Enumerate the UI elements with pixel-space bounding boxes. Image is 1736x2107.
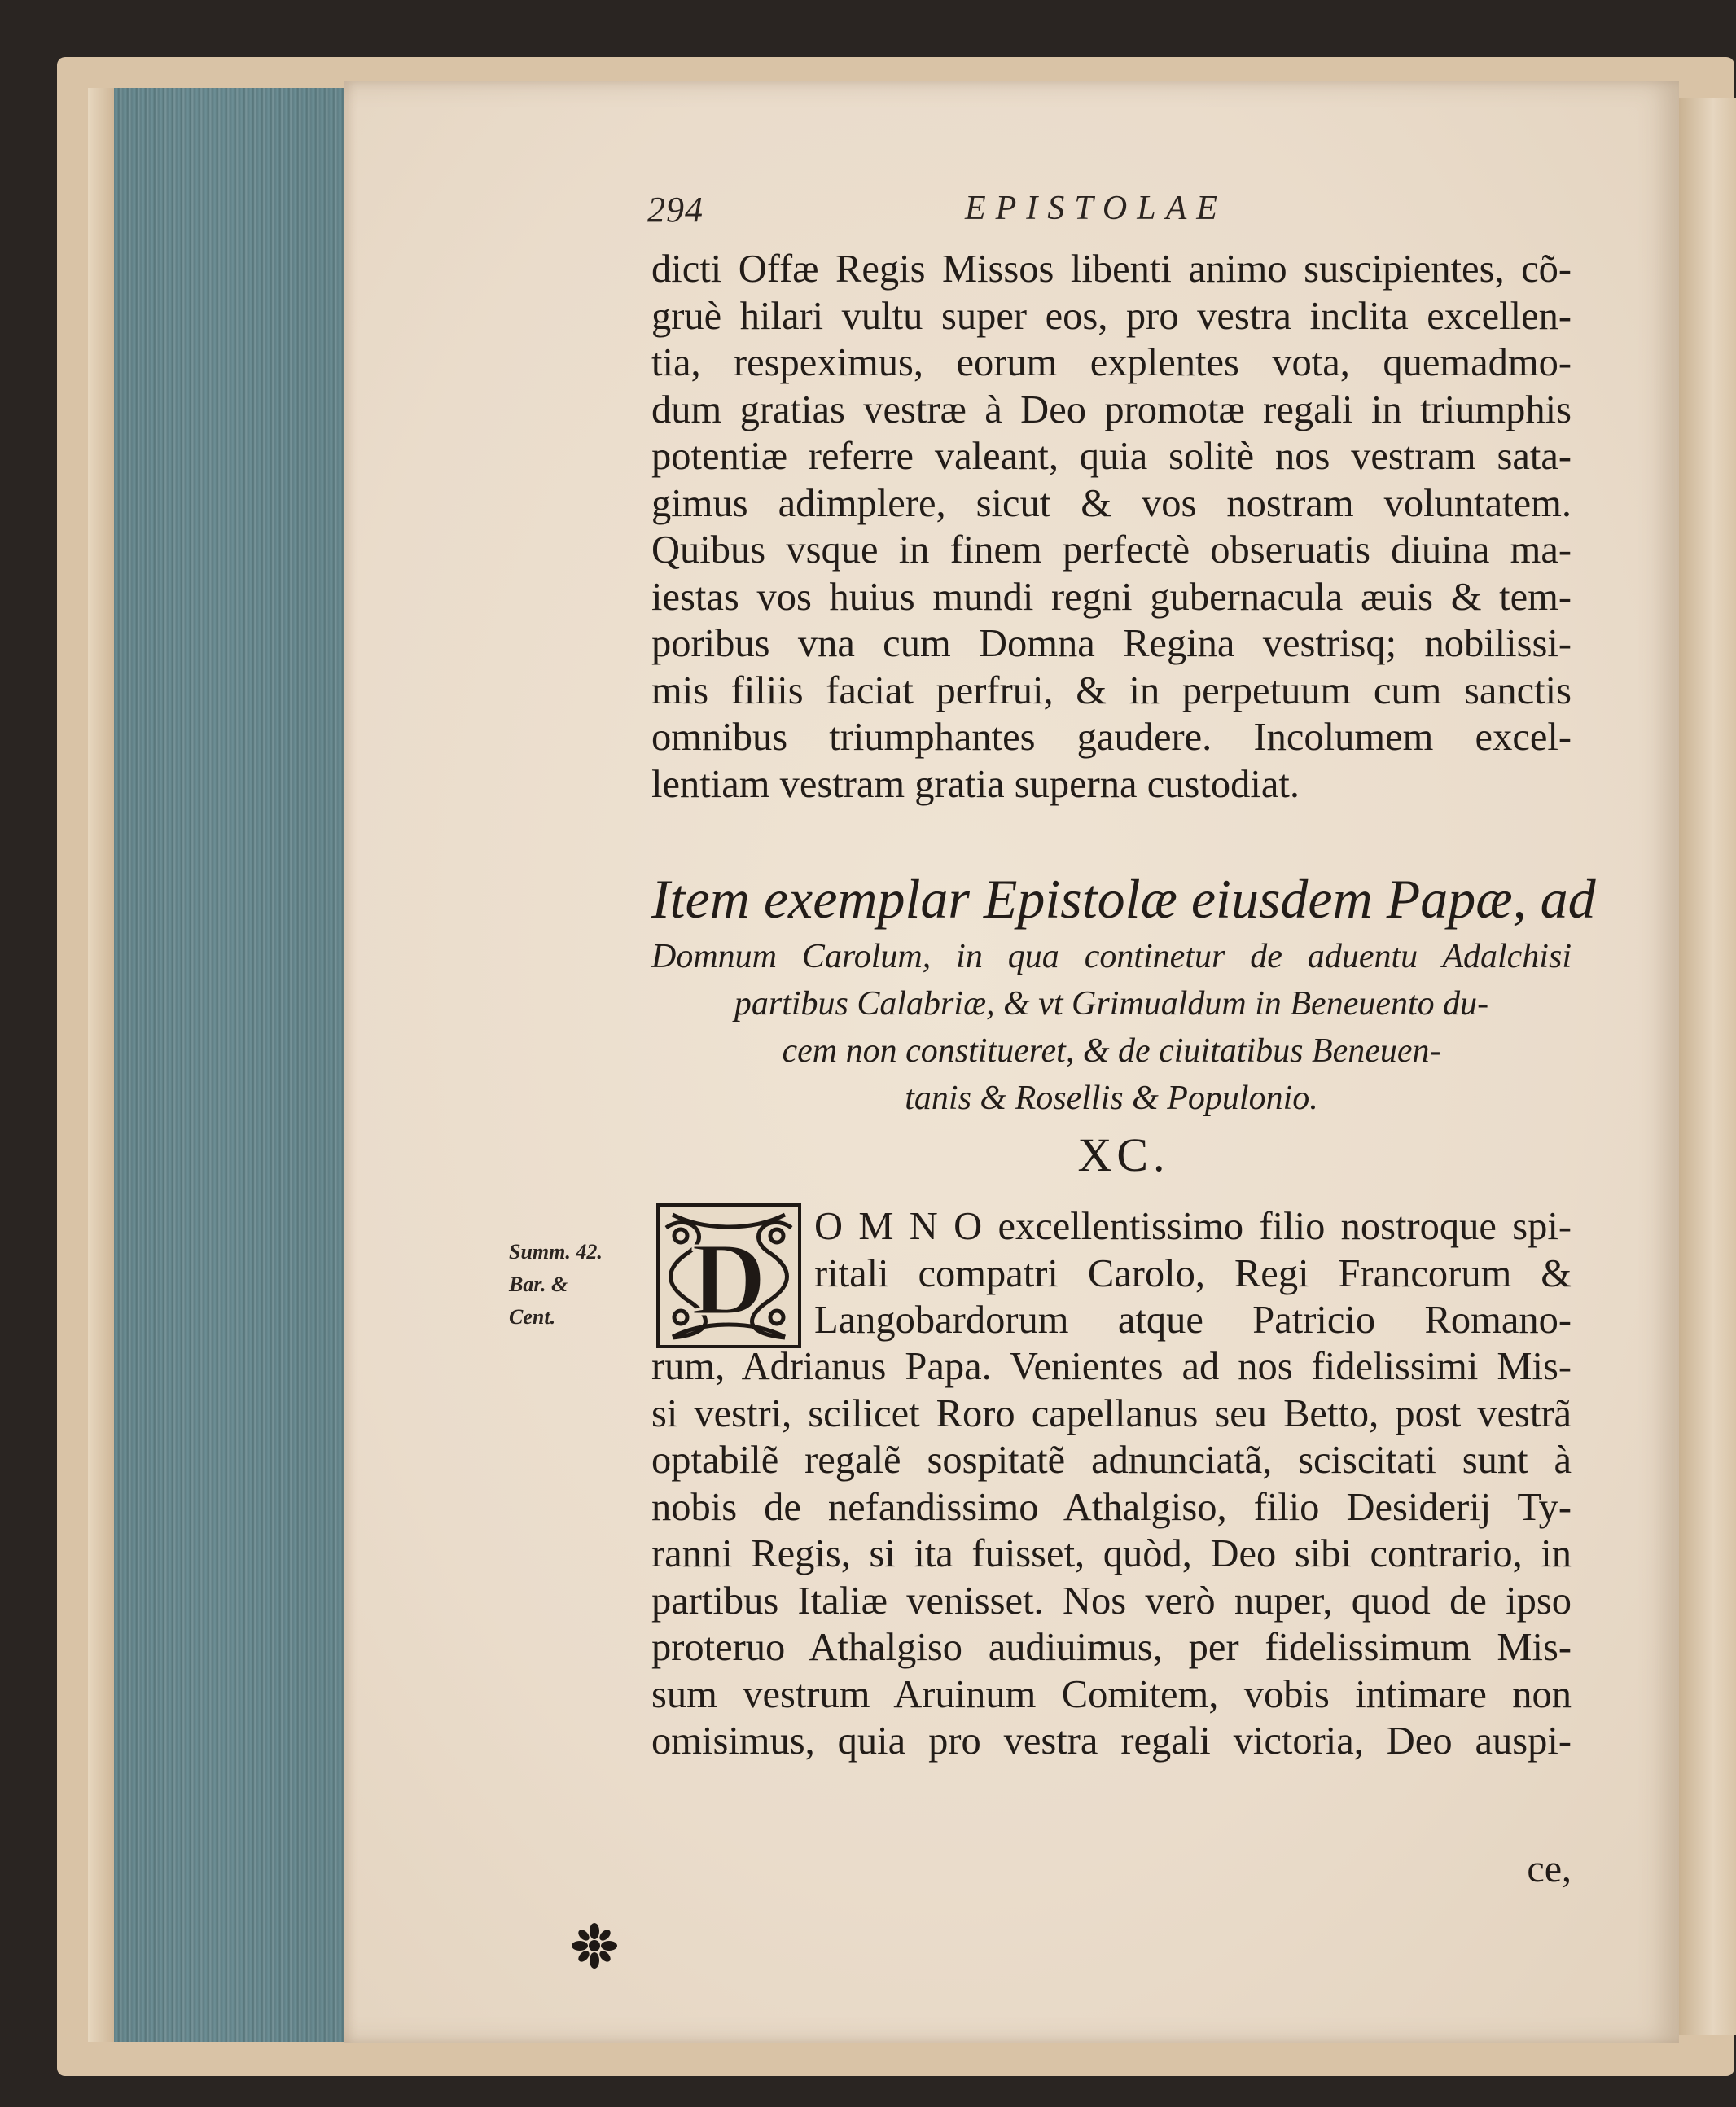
text-line: ritali compatri Carolo, Regi Francorum & bbox=[814, 1251, 1572, 1295]
heading-line: partibus Calabriæ, & vt Grimualdum in Beneuento du- bbox=[734, 985, 1489, 1023]
catchword: ce, bbox=[1527, 1847, 1572, 1890]
text-line: omnibus triumphantes gaudere. Incolumem excel- bbox=[651, 716, 1572, 759]
fleuron-icon bbox=[570, 1921, 619, 1970]
marginal-note-line: Summ. 42. bbox=[509, 1240, 603, 1264]
letter-heading bbox=[651, 865, 1596, 1122]
heading-line: tanis & Rosellis & Populonio. bbox=[905, 1080, 1318, 1117]
heading-line: Domnum Carolum, in qua continetur de aduentu Adalchisi bbox=[651, 938, 1572, 975]
text-line: omisimus, quia pro vestra regali victoria, Deo auspi- bbox=[651, 1719, 1572, 1763]
marginal-note bbox=[509, 1236, 631, 1334]
letter-body bbox=[651, 1343, 1572, 1765]
text-line: partibus Italiæ venisset. Nos verò nuper, quod de ipso bbox=[651, 1579, 1572, 1623]
letter-opening bbox=[814, 1203, 1572, 1344]
text-line: lentiam vestram gratia superna custodiat. bbox=[651, 762, 1300, 806]
continuation-text bbox=[651, 246, 1572, 808]
svg-text:D: D bbox=[690, 1221, 767, 1337]
text-line: nobis de nefandissimo Athalgiso, filio Desiderij Ty- bbox=[651, 1485, 1572, 1529]
text-line: mis filiis faciat perfrui, & in perpetuum cum sanctis bbox=[651, 668, 1572, 712]
letter-number: XC. bbox=[1077, 1128, 1170, 1181]
heading-line-1: Item exemplar Epistolæ eiusdem Papæ, ad bbox=[651, 868, 1596, 930]
text-line: Quibus vsque in finem perfectè obseruatis diuina ma- bbox=[651, 528, 1572, 572]
text-line: proteruo Athalgiso audiuimus, per fidelissimum Mis- bbox=[651, 1626, 1572, 1669]
text-line: ranni Regis, si ita fuisset, quòd, Deo sibi contrario, in bbox=[651, 1532, 1572, 1575]
text-line: poribus vna cum Domna Regina vestrisq; nobilissi- bbox=[651, 622, 1572, 665]
text-line: dum gratias vestræ à Deo promotæ regali in triumphis bbox=[651, 388, 1572, 431]
text-line: gruè hilari vultu super eos, pro vestra inclita excellen- bbox=[651, 294, 1572, 338]
text-line: sum vestrum Aruinum Comitem, vobis intimare non bbox=[651, 1672, 1572, 1716]
text-line: rum, Adrianus Papa. Venientes ad nos fidelissimi Mis- bbox=[651, 1345, 1572, 1388]
text-line: gimus adimplere, sicut & vos nostram voluntatem. bbox=[651, 481, 1572, 525]
text-line: Langobardorum atque Patricio Romano- bbox=[814, 1299, 1572, 1342]
marginal-note-line: Bar. & bbox=[509, 1273, 568, 1296]
running-title: EPISTOLAE bbox=[965, 190, 1227, 227]
decorated-initial-d-icon bbox=[656, 1203, 801, 1348]
text-line: optabilẽ regalẽ sospitatẽ adnunciatã, sciscitati sunt à bbox=[651, 1439, 1572, 1482]
text-line: dicti Offæ Regis Missos libenti animo suscipientes, cõ- bbox=[651, 247, 1572, 291]
page-number: 294 bbox=[647, 190, 704, 230]
running-head bbox=[647, 189, 1576, 238]
text-line: potentiæ referre valeant, quia solitè nos vestram sata- bbox=[651, 435, 1572, 478]
text-line: tia, respeximus, eorum explentes vota, quemadmo- bbox=[651, 341, 1572, 384]
text-line: O M N O excellentissimo filio nostroque spi- bbox=[814, 1205, 1572, 1248]
marginal-note-line: Cent. bbox=[509, 1305, 556, 1329]
heading-line: cem non constitueret, & de ciuitatibus Beneuen- bbox=[782, 1032, 1441, 1070]
text-line: iestas vos huius mundi regni gubernacula æuis & tem- bbox=[651, 575, 1572, 619]
text-line: si vestri, scilicet Roro capellanus seu Betto, post vestrã bbox=[651, 1391, 1572, 1435]
